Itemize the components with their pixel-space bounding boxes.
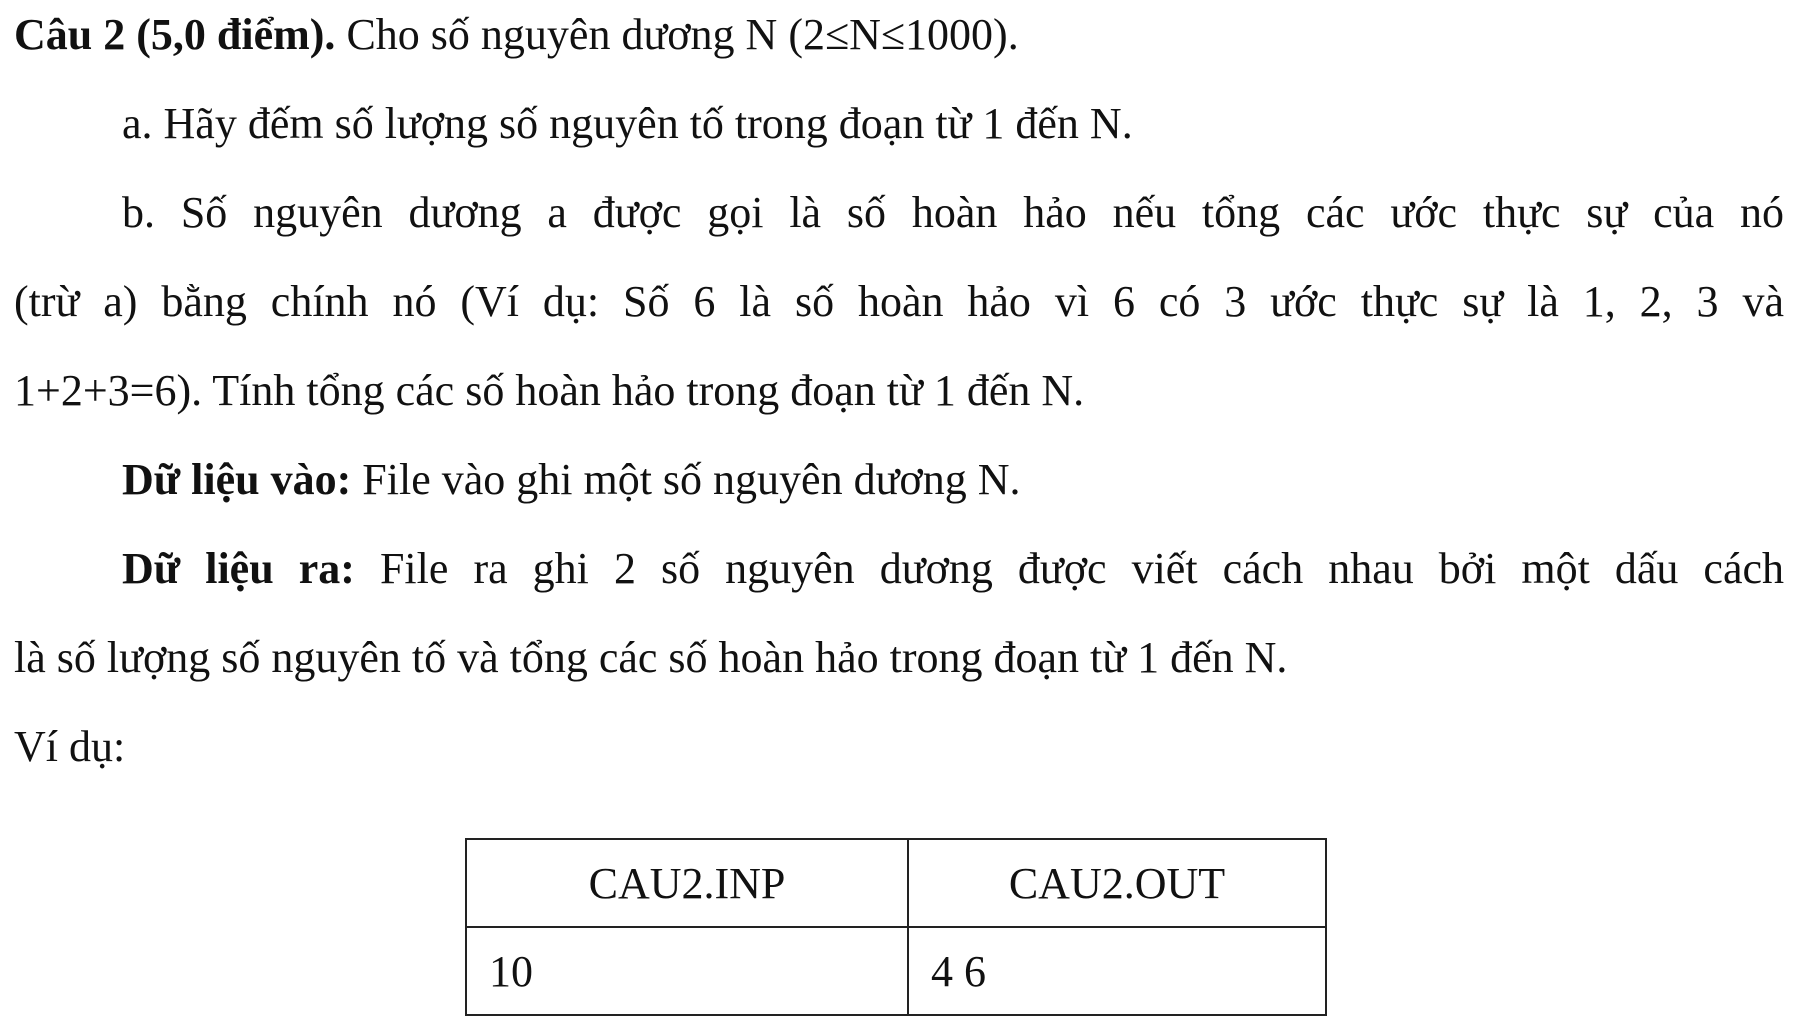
input-spec-label: Dữ liệu vào: xyxy=(122,455,352,504)
example-table-header-row xyxy=(466,839,1326,927)
part-b-line-1: b. Số nguyên dương a được gọi là số hoàn hảo nếu tổng các ước thực sự của nó xyxy=(122,188,1784,237)
table-row xyxy=(466,927,1326,1015)
input-spec xyxy=(14,435,1784,524)
example-output-value: 4 6 xyxy=(908,927,1326,1015)
output-spec-text: File ra ghi 2 số nguyên dương được viết cách nhau bởi một dấu cách xyxy=(354,544,1785,593)
example-header-output-file: CAU2.OUT xyxy=(908,839,1326,927)
output-spec-line-1 xyxy=(14,524,1784,613)
question-heading xyxy=(14,0,1784,79)
example-table xyxy=(465,838,1327,1016)
part-b-line-3: 1+2+3=6). Tính tổng các số hoàn hảo trong đoạn từ 1 đến N. xyxy=(14,366,1085,415)
output-spec-label: Dữ liệu ra: xyxy=(122,544,355,593)
example-label: Ví dụ: xyxy=(14,722,126,771)
example-header-input-file: CAU2.INP xyxy=(466,839,908,927)
part-b-line-2: (trừ a) bằng chính nó (Ví dụ: Số 6 là số hoàn hảo vì 6 có 3 ước thực sự là 1, 2, 3 và xyxy=(14,277,1784,326)
part-a: a. Hãy đếm số lượng số nguyên tố trong đoạn từ 1 đến N. xyxy=(122,99,1133,148)
input-spec-text: File vào ghi một số nguyên dương N. xyxy=(351,455,1021,504)
question-label: Câu 2 (5,0 điểm). xyxy=(14,10,336,59)
output-spec-line-2: là số lượng số nguyên tố và tổng các số hoàn hảo trong đoạn từ 1 đến N. xyxy=(14,633,1288,682)
example-input-value: 10 xyxy=(466,927,908,1015)
problem-statement xyxy=(14,0,1784,791)
question-intro: Cho số nguyên dương N (2≤N≤1000). xyxy=(335,10,1019,59)
